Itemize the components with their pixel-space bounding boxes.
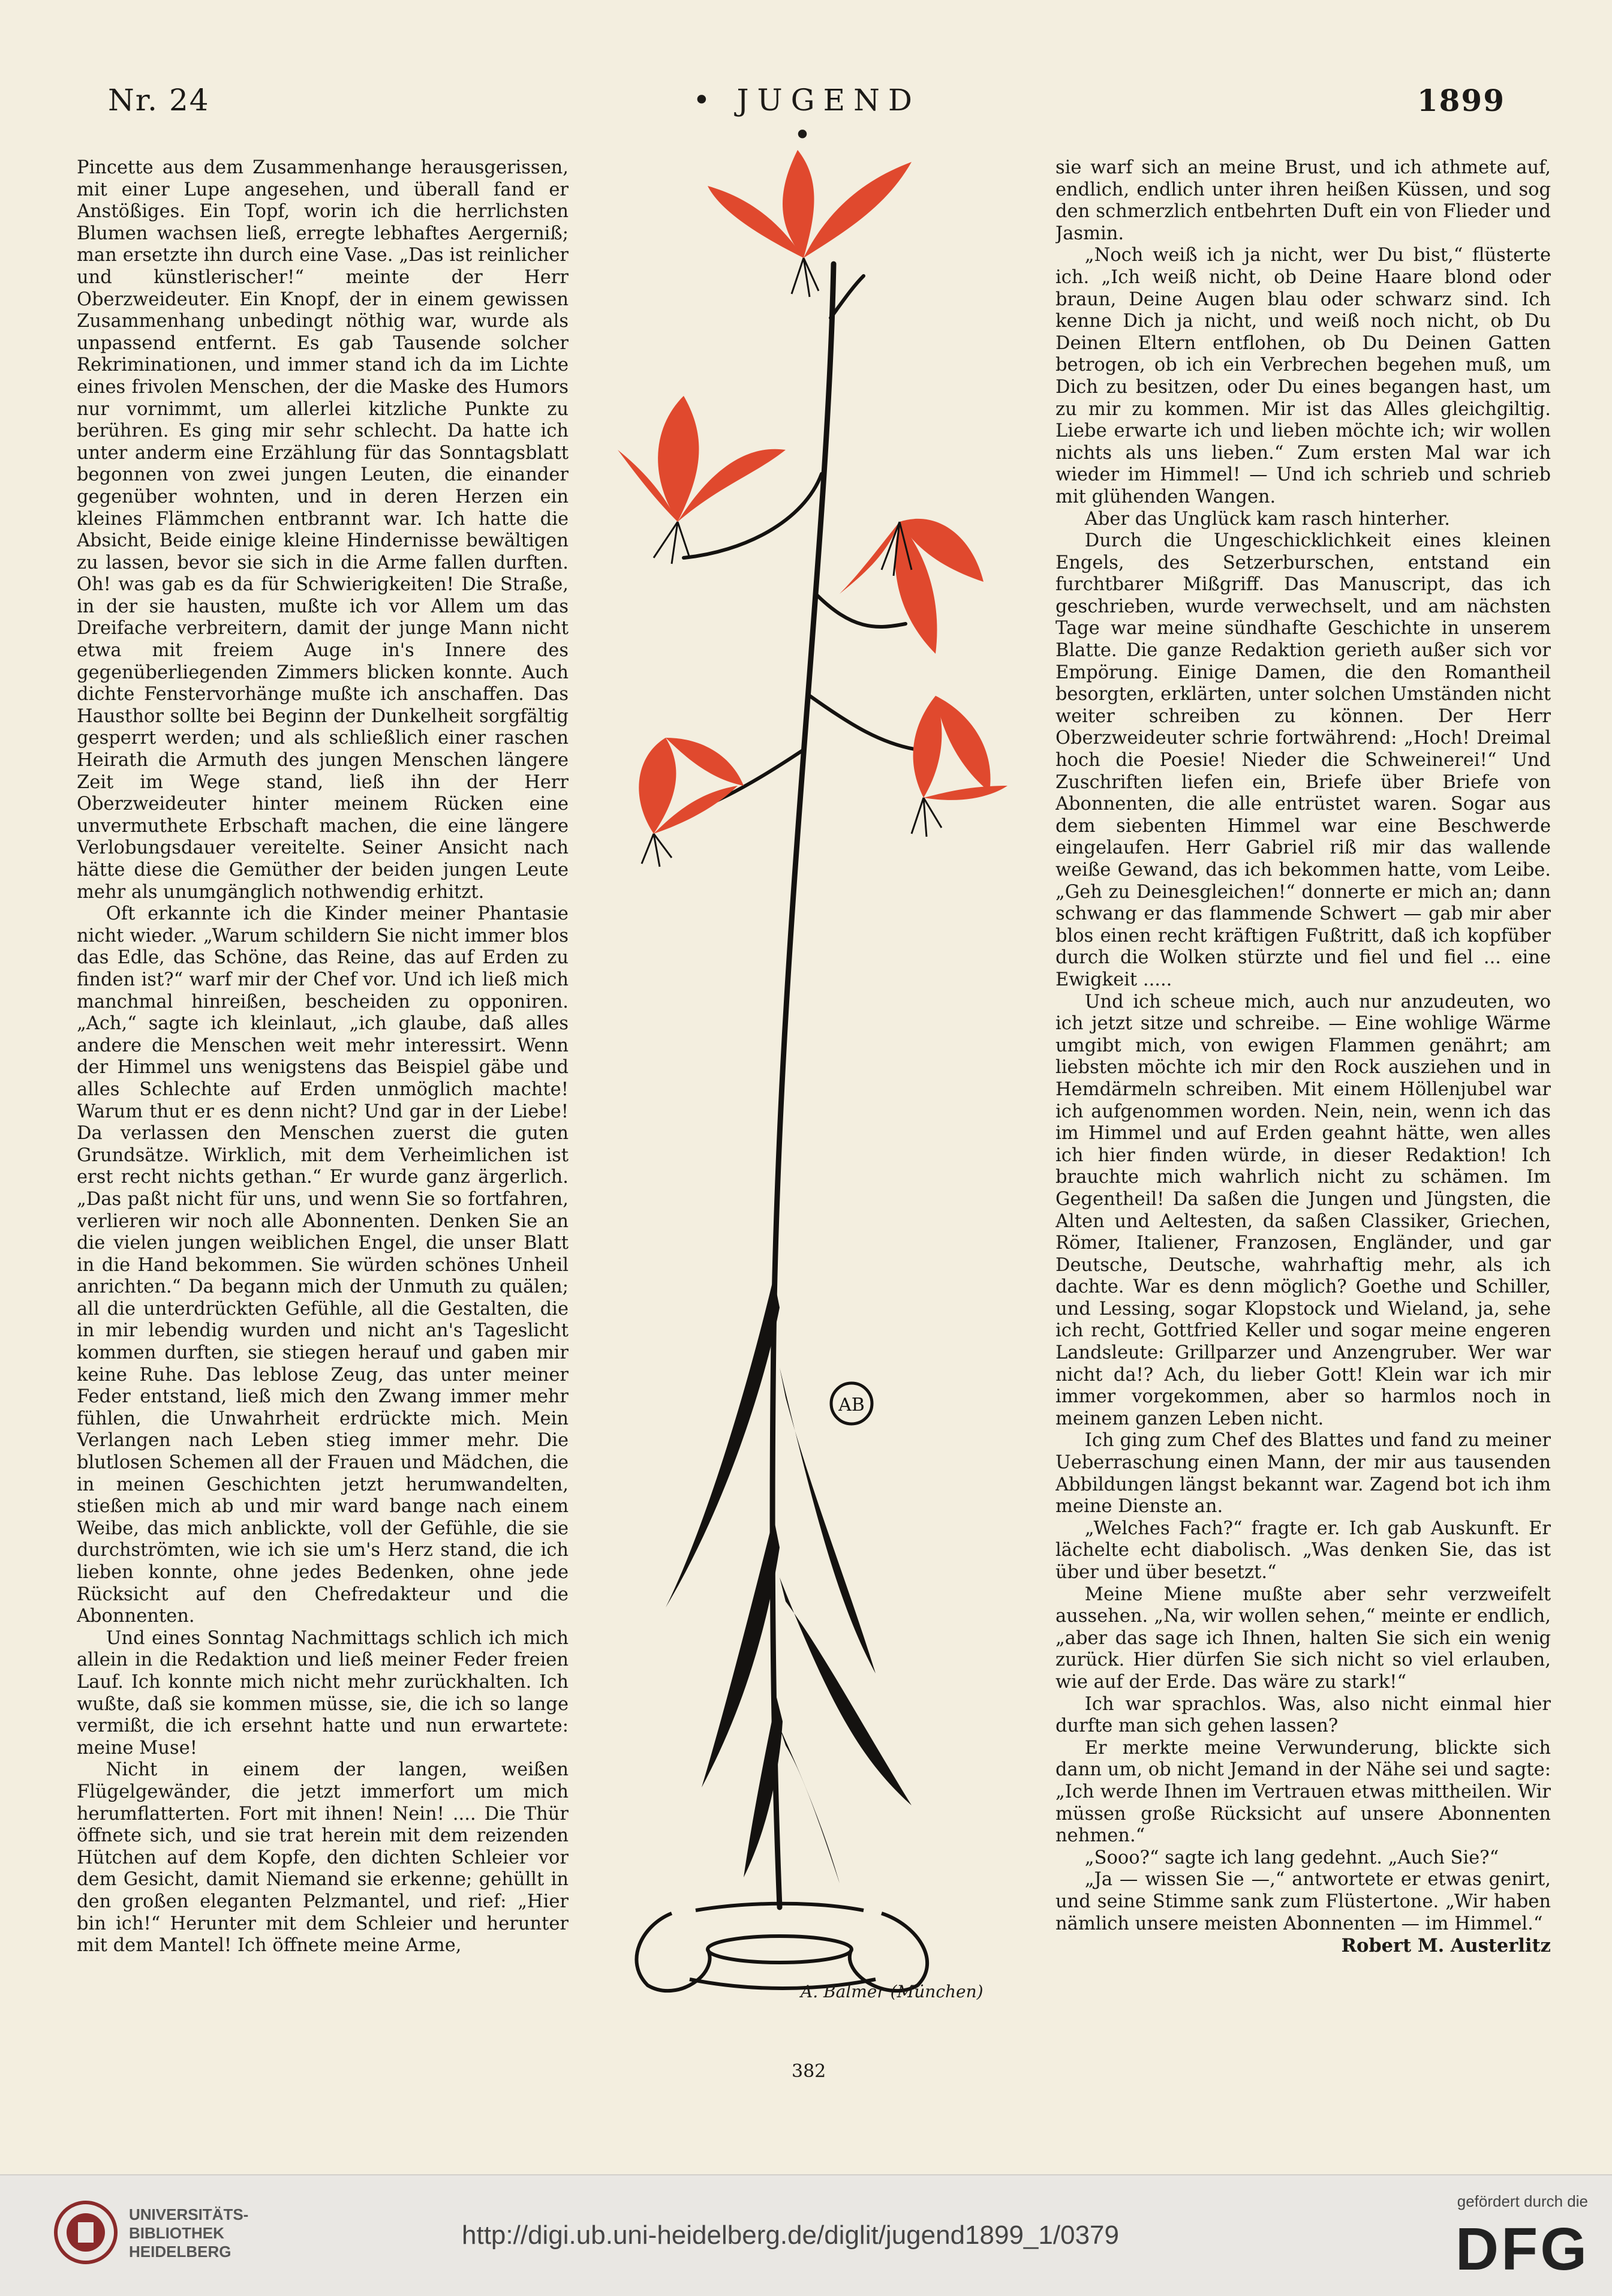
vase: [636, 1904, 927, 1991]
library-name: UNIVERSITÄTS- BIBLIOTHEK HEIDELBERG: [129, 2205, 249, 2261]
source-url-link[interactable]: http://digi.ub.uni-heidelberg.de/diglit/jugend1899_1/0379: [462, 2220, 1119, 2250]
paragraph: Er merkte meine Verwunderung, blickte sich dann um, ob nicht Jemand in der Nähe sei und sagte: „Ich werde Ihnen im Vertrauen etwas mittheilen. Wir müssen große Rücksicht auf unsere Abonnenten nehmen.“: [1055, 1737, 1551, 1847]
paragraph: Ich ging zum Chef des Blattes und fand zu meiner Ueberraschung einen Mann, der mir aus tausenden Abbildungen längst bekannt war. Zagend bot ich ihm meine Dienste an.: [1055, 1430, 1551, 1517]
paragraph: „Noch weiß ich ja nicht, wer Du bist,“ flüsterte ich. „Ich weiß nicht, ob Deine Haare blond oder braun, Deine Augen blau oder schwarz sind. Ich kenne Dich ja nicht, und weiß noch nicht, ob Du Deinen Eltern entflohen, ob Du Deinen Gatten betrogen, ob ich ein Verbrechen begehen muß, um Dich zu besitzen, oder Du eines begangen hast, um zu mir zu kommen. Mir ist das Alles gleichgiltig. Liebe erwarte ich und lieben möchte ich; wir wollen nichts als uns lieben.“ Zum ersten Mal war ich wieder im Himmel! — Und ich schrieb und schrieb mit glühenden Wangen.: [1055, 245, 1551, 507]
page-header: [108, 83, 1505, 152]
flower-top: [708, 150, 912, 258]
leaves: [666, 1278, 912, 1883]
paragraph: „Welches Fach?“ fragte er. Ich gab Auskunft. Er lächelte echt diabolisch. „Was denken Sie, das ist über und über besetzt.“: [1055, 1517, 1551, 1583]
university-seal-icon: [53, 2199, 119, 2265]
left-text-column: [77, 157, 569, 2022]
paragraph: Durch die Ungeschicklichkeit eines kleinen Engels, des Setzerburschen, entstand ein furchtbarer Mißgriff. Das Manuscript, das ich geschrieben, wurde verwechselt, und am nächsten Tage war meine sündhafte Geschichte in unserem Blatte. Die ganze Redaktion gerieth außer sich vor Empörung. Einige Damen, die den Romantheil besorgten, erklärten, unter solchen Umständen nicht weiter schreiben zu können. Der Herr Oberzweideuter schrie fortwährend: „Hoch! Dreimal hoch die Poesie! Nieder die Schweinerei!“ Und Zuschriften liefen ein, Briefe über Briefe von Abonnenten, die alle entrüstet waren. Sogar aus dem siebenten Himmel war eine Beschwerde eingelaufen. Herr Gabriel riß mir das wallende weiße Gewand, das ich bekommen hatte, vom Leibe. „Geh zu Deinesgleichen!“ donnerte er mich an; dann schwang er das flammende Schwert — gab mir aber blos einen recht kräftigen Fußtritt, daß ich kopfüber durch die Wolken stürzte und fiel und fiel ... eine Ewigkeit .....: [1055, 530, 1551, 990]
author-signature: Robert M. Austerlitz: [1341, 1935, 1551, 1957]
paragraph: Und ich scheue mich, auch nur anzudeuten, wo ich jetzt sitze und schreibe. — Eine wohlige Wärme umgibt mich, von ewigen Flammen genährt; am liebsten möchte ich mir den Rock ausziehen und in Hemdärmeln schreiben. Mit einem Höllenjubel war ich aufgenommen worden. Nein, nein, wenn ich das im Himmel und auf Erden geahnt hätte, wen alles ich hier finden würde, in dieser Redaktion! Ich brauchte mich wahrlich nicht zu schämen. Im Gegentheil! Da saßen die Jungen und Jüngsten, die Alten und Aeltesten, da saßen Classiker, Griechen, Römer, Italiener, Franzosen, Engländer, und gar Deutsche, Deutsche, wahrhaftig mehr, als ich dachte. War es denn möglich? Goethe und Schiller, und Lessing, sogar Klopstock und Wieland, ja, sehe ich recht, Gottfried Keller und sogar meine engeren Landsleute: Grillparzer und Anzengruber. Wer war nicht da!? Ach, du lieber Gott! Klein war ich mir immer vorgekommen, aber so harmlos noch in meinem ganzen Leben nicht.: [1055, 991, 1551, 1429]
issue-year: 1899: [1416, 83, 1505, 118]
paragraph: Pincette aus dem Zusammenhange herausgerissen, mit einer Lupe angesehen, und überall fand er Anstößiges. Ein Topf, worin ich die herrlichsten Blumen wachsen ließ, erregte lebhaftes Aergerniß; man ersetzte ihn durch eine Vase. „Das ist reinlicher und künstlerischer!“ meinte der Herr Oberzweideuter. Ein Knopf, der in einem gewissen Zusammenhang unbedingt nöthig war, wurde als unpassend entfernt. Es gab Tausende solcher Rekriminationen, und immer stand ich da im Lichte eines frivolen Menschen, der die Maske des Humors nur vornimmt, um allerlei kitzliche Punkte zu berühren. Es ging mir sehr schlecht. Da hatte ich unter anderm eine Erzählung für das Sonntagsblatt begonnen von zwei jungen Leuten, die einander gegenüber wohnten, und in deren Herzen ein kleines Flämmchen entbrannt war. Ich hatte die Absicht, Beide einige kleine Hindernisse bewältigen zu lassen, bevor sie sich in die Arme fallen durften. Oh! was gab es da für Schwierigkeiten! Die Straße, in der sie hausten, mußte ich vor Allem um das Dreifache verbreitern, damit der junge Mann nicht etwa mit freiem Auge in's Innere des gegenüberliegenden Zimmers blicken konnte. Auch dichte Fenstervorhänge mußte ich anschaffen. Das Hausthor sollte bei Beginn der Dunkelheit sorgfältig gesperrt werden; und als schließlich einer raschen Heirath die Armuth des jungen Menschen längere Zeit im Wege stand, ließ ihn der Herr Oberzweideuter hinter meinem Rücken eine unvermuthete Erbschaft machen, die eine längere Verlobungsdauer vereitelte. Seiner Ansicht nach hätte diese die Gemüther der beiden jungen Leute mehr als unumgänglich nothwendig erhitzt.: [77, 157, 569, 903]
flower-left-lower: [639, 738, 744, 834]
page-number: 382: [792, 2061, 826, 2082]
lily-illustration: [600, 138, 1019, 2021]
issue-number: Nr. 24: [108, 83, 210, 118]
journal-title: • JUGEND •: [693, 83, 921, 152]
paragraph: Meine Miene mußte aber sehr verzweifelt aussehen. „Na, wir wollen sehen,“ meinte er endlich, „aber das sage ich Ihnen, halten Sie sich ein wenig zurück. Hier dürfen Sie sich nicht so viel erlauben, wie auf der Erde. Das wäre zu stark!“: [1055, 1583, 1551, 1693]
right-text-column: [1055, 157, 1551, 2022]
paragraph: „Sooo?“ sagte ich lang gedehnt. „Auch Sie?“: [1084, 1847, 1499, 1868]
paragraph: Und eines Sonntag Nachmittags schlich ich mich allein in die Redaktion und ließ meiner Feder freien Lauf. Ich konnte mich nicht mehr zurückhalten. Ich wußte, daß sie kommen müsse, sie, die ich so lange vermißt, die ich ersehnt hatte und nun erwartete: meine Muse!: [77, 1627, 569, 1759]
monogram-icon: [831, 1383, 872, 1424]
flower-left-upper: [618, 396, 786, 522]
illustration-credit: A. Balmer (München): [801, 1982, 984, 2002]
dfg-logo: DFG: [1455, 2216, 1589, 2283]
funded-by-label: gefördert durch die: [1457, 2192, 1588, 2210]
paragraph: sie warf sich an meine Brust, und ich athmete auf, endlich, endlich unter ihren heißen Küssen, und sog den schmerzlich entbehrten Duft ein von Flieder und Jasmin.: [1055, 157, 1551, 244]
digitization-footer: [0, 2174, 1612, 2296]
stem: [678, 264, 918, 1907]
paragraph: Oft erkannte ich die Kinder meiner Phantasie nicht wieder. „Warum schildern Sie nicht immer blos das Edle, das Schöne, das Reine, das auf Erden zu finden ist?“ warf mir der Chef vor. Und ich ließ mich manchmal hinreißen, bescheiden zu opponiren. „Ach,“ sagte ich kleinlaut, „ich glaube, daß alles andere die Menschen weit mehr interessirt. Wenn der Himmel uns wenigstens das Beispiel gäbe und alles Schlechte auf Erden unmöglich machte! Warum thut er es denn nicht? Und gar in der Liebe! Da verlassen den Menschen zuerst die guten Grundsätze. Wirklich, mit dem Verheimlichen ist erst recht nichts gethan.“ Er wurde ganz ärgerlich. „Das paßt nicht für uns, und wenn Sie so fortfahren, verlieren wir noch alle Abonnenten. Denken Sie an die vielen jungen weiblichen Engel, die unser Blatt in die Hand bekommen. Sie würden schönes Unheil anrichten.“ Da begann mich der Unmuth zu quälen; all die unterdrückten Gefühle, all die Gestalten, die in mir lebendig wurden und nicht an's Tageslicht kommen durften, sie stiegen herauf und gaben mir keine Ruhe. Das leblose Zeug, das unter meiner Feder entstand, ließ mich den Zwang immer mehr fühlen, die Unwahrheit erdrückte mich. Mein Verlangen nach Leben stieg immer mehr. Die blutlosen Schemen all der Frauen und Mädchen, die in meinen Geschichten jetzt herumwandelten, stießen mich ab und mir ward bange nach einem Weibe, das mich anblickte, voll der Gefühle, die sie durchströmten, wie ich sie um's Herz stand, die ich lieben konnte, ohne jedes Bedenken, ohne jede Rücksicht auf den Chefredakteur und die Abonnenten.: [77, 903, 569, 1627]
paragraph: Aber das Unglück kam rasch hinterher.: [1084, 508, 1450, 530]
paragraph: Ich war sprachlos. Was, also nicht einmal hier durfte man sich gehen lassen?: [1055, 1693, 1551, 1737]
svg-text:AB: AB: [838, 1395, 865, 1416]
flower-right-lower: [913, 696, 1008, 800]
flower-right-upper: [840, 519, 984, 654]
paragraph: Nicht in einem der langen, weißen Flügelgewänder, die jetzt immerfort um mich herumflatterten. Fort mit ihnen! Nein! .... Die Thür öffnete sich, und sie trat herein mit dem reizenden Hütchen auf dem Kopfe, den dichten Schleier vor dem Gesicht, damit Niemand sie erkenne; gehüllt in den großen eleganten Pelzmantel, und rief: „Hier bin ich!“ Herunter mit dem Schleier und herunter mit dem Mantel! Ich öffnete meine Arme,: [77, 1759, 569, 1957]
paragraph: „Ja — wissen Sie —,“ antwortete er etwas genirt, und seine Stimme sank zum Flüstertone. „Wir haben nämlich unsere meisten Abonnenten — im Himmel.“: [1055, 1869, 1551, 1934]
